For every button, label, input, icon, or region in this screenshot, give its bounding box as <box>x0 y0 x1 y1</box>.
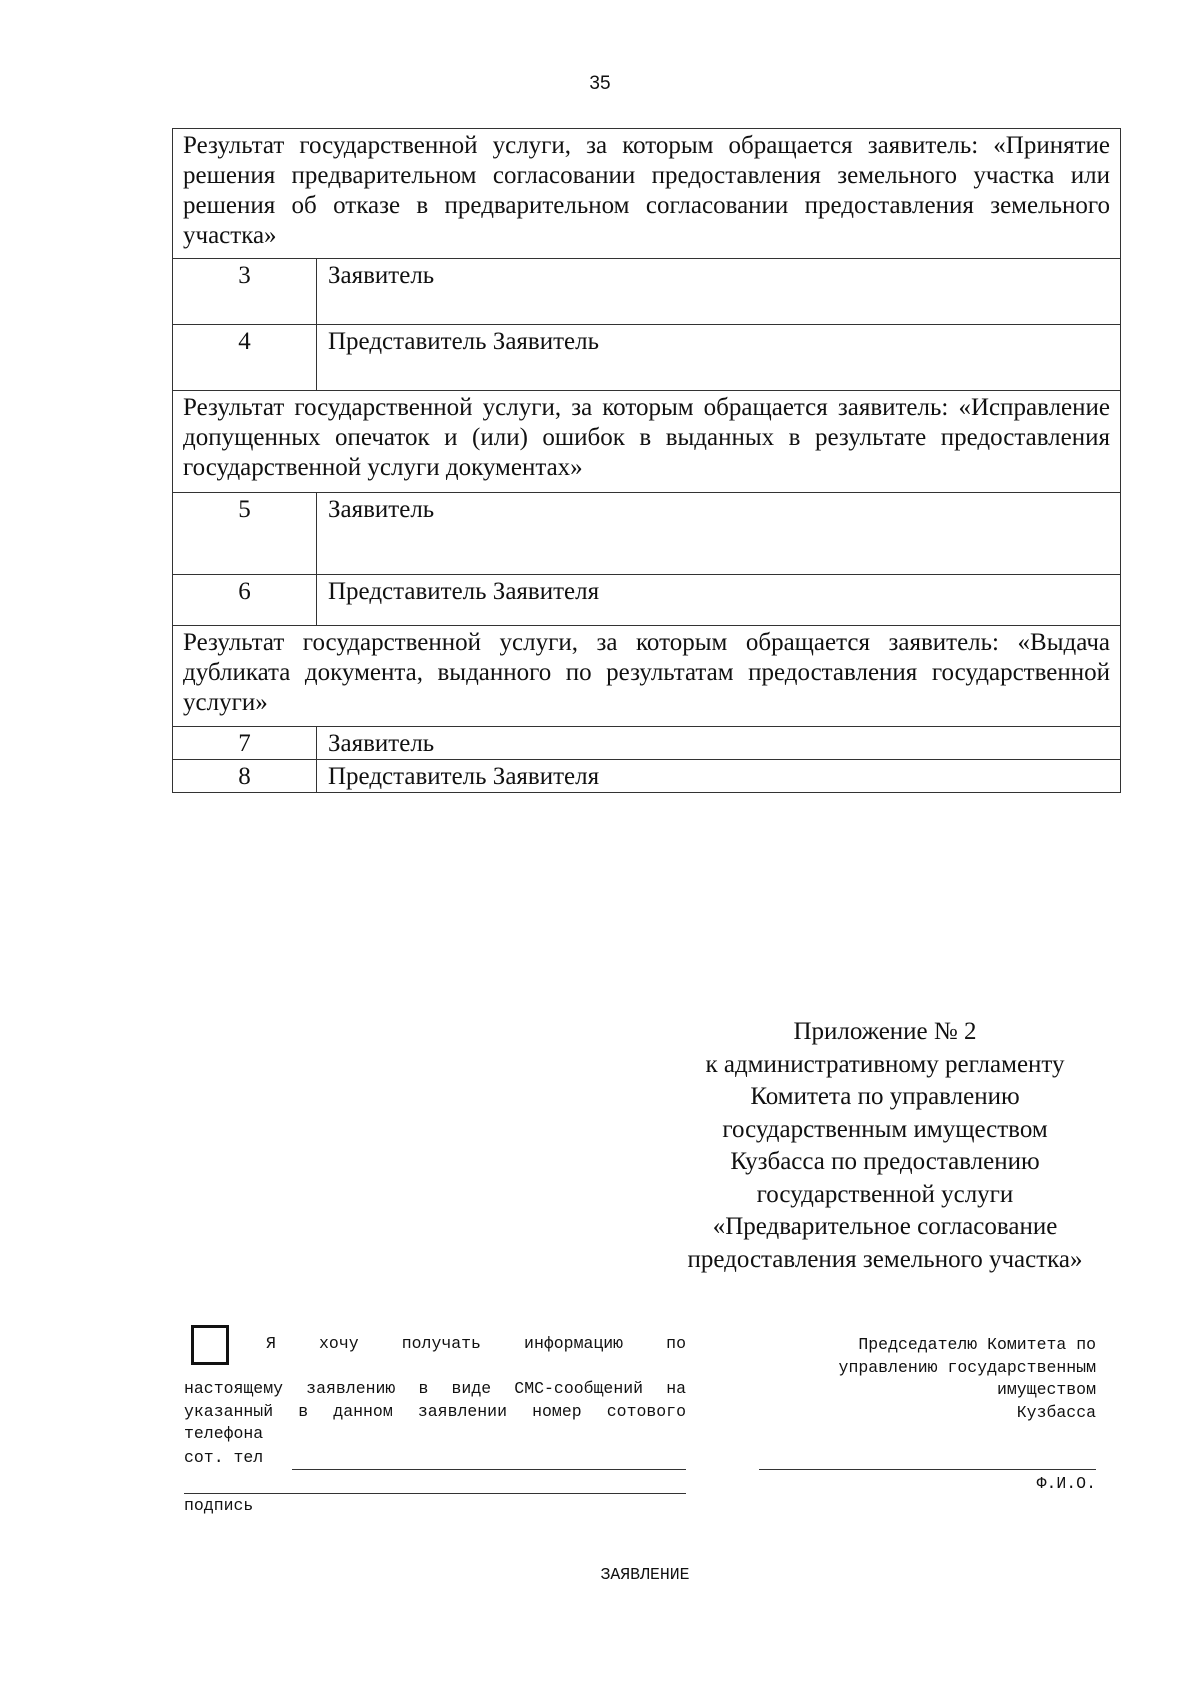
addressee-line: имуществом <box>996 1380 1096 1399</box>
appendix-line: государственным имуществом <box>722 1115 1048 1143</box>
phone-label: сот. тел <box>184 1448 264 1467</box>
row-number: 6 <box>173 575 317 626</box>
signature-label: подпись <box>184 1496 254 1515</box>
appendix-line: Комитета по управлению <box>750 1083 1020 1110</box>
table-row <box>173 575 1121 626</box>
section-header-row <box>173 129 1121 259</box>
statement-title: ЗАЯВЛЕНИЕ <box>600 1565 690 1584</box>
fio-label: Ф.И.О. <box>1036 1474 1096 1493</box>
table-row <box>173 259 1121 325</box>
row-label: Представитель Заявитель <box>317 325 1121 391</box>
addressee-line: управлению государственным <box>838 1357 1096 1377</box>
table-row <box>173 760 1121 793</box>
table-row <box>173 325 1121 391</box>
appendix-line: государственной услуги <box>756 1180 1014 1208</box>
appendix-heading <box>640 1016 1130 1276</box>
row-number: 4 <box>173 325 317 391</box>
row-label: Заявитель <box>317 727 1121 760</box>
signature-line[interactable] <box>184 1493 686 1494</box>
table-row <box>173 727 1121 760</box>
phone-input-line[interactable] <box>292 1469 686 1470</box>
row-number: 3 <box>173 259 317 325</box>
row-label: Представитель Заявителя <box>317 575 1121 626</box>
table-row <box>173 493 1121 575</box>
section-title: Результат государственной услуги, за которым обращается заявитель: «Выдача дубликата документа, выданного по результатам предоставления государственной услуги» <box>173 626 1121 727</box>
fio-input-line[interactable] <box>759 1469 1096 1470</box>
appendix-line: к административному регламенту <box>705 1050 1065 1078</box>
section-header-row <box>173 391 1121 493</box>
row-number: 5 <box>173 493 317 575</box>
section-header-row <box>173 626 1121 727</box>
appendix-line: Кузбасса по предоставлению <box>730 1148 1040 1175</box>
appendix-line: предоставления земельного участка» <box>687 1245 1083 1273</box>
addressee-line: Кузбасса <box>1016 1402 1096 1422</box>
applicant-category-table <box>172 128 1121 793</box>
sms-consent-checkbox[interactable] <box>191 1325 229 1365</box>
sms-consent-text: Я хочу получать информацию по <box>266 1334 686 1353</box>
row-number: 8 <box>173 760 317 793</box>
section-title: Результат государственной услуги, за которым обращается заявитель: «Принятие решения предварительном согласовании предоставления земельного участка или решения об отказе в предварительном согласовании предоставления земельного участка» <box>173 129 1121 259</box>
row-label: Заявитель <box>317 493 1121 575</box>
addressee-line: Председателю Комитета по <box>858 1335 1096 1354</box>
row-label: Заявитель <box>317 259 1121 325</box>
section-title: Результат государственной услуги, за которым обращается заявитель: «Исправление допущенных опечаток и (или) ошибок в выданных в результате предоставления государственной услуги документах» <box>173 391 1121 493</box>
sms-consent-text-continued: настоящему заявлению в виде СМС-сообщений на указанный в данном заявлении номер сотового телефона <box>184 1379 686 1443</box>
appendix-line: Приложение № 2 <box>793 1018 977 1045</box>
row-label: Представитель Заявителя <box>317 760 1121 793</box>
appendix-line: «Предварительное согласование <box>712 1213 1058 1240</box>
page-number: 35 <box>589 73 611 94</box>
row-number: 7 <box>173 727 317 760</box>
addressee-block <box>760 1334 1096 1424</box>
